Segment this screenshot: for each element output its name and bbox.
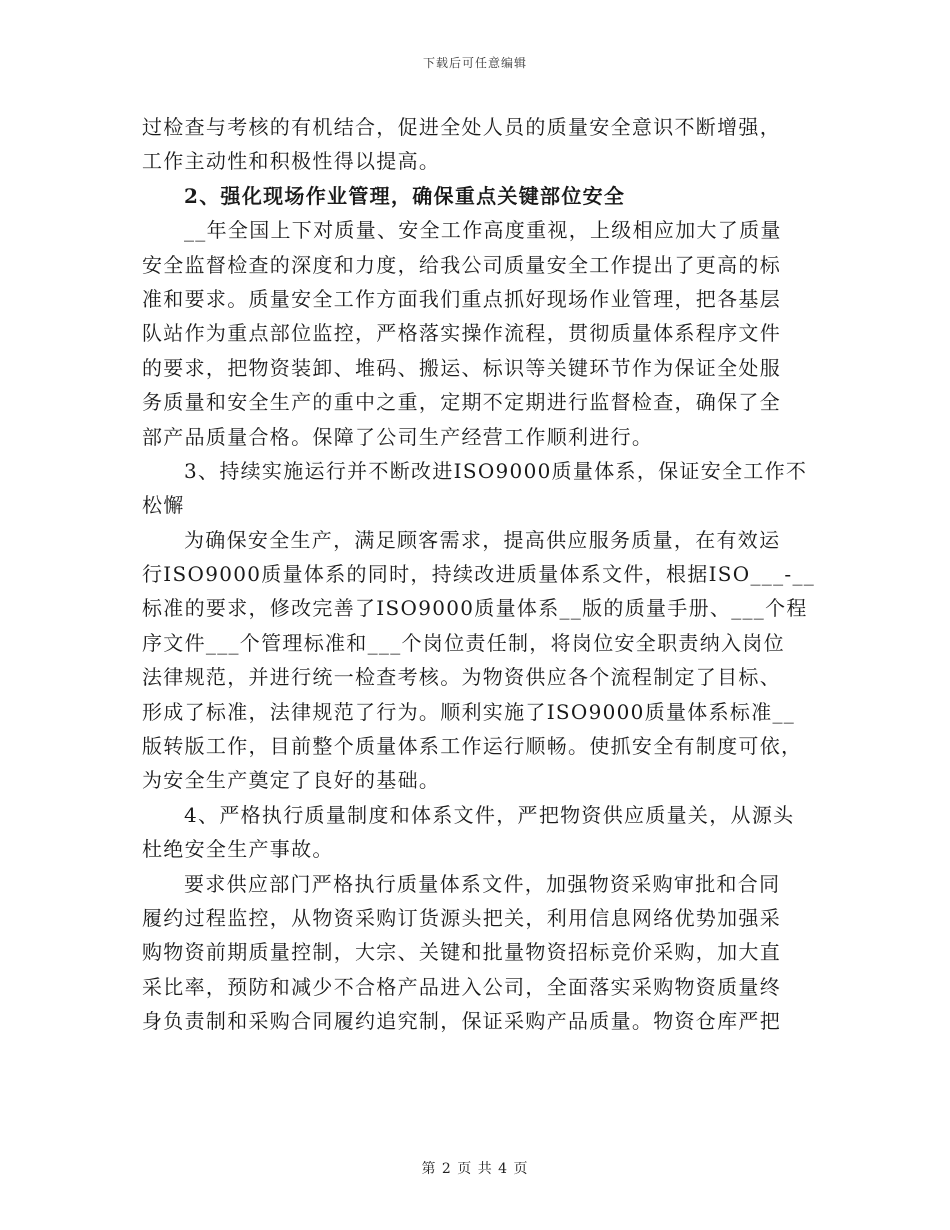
section-heading-3-cont: 松懈 [142, 493, 185, 518]
paragraph-line: 履约过程监控，从物资采购订货源头把关，利用信息网络优势加强采 [142, 905, 781, 930]
paragraph-line: 安全监督检查的深度和力度，给我公司质量安全工作提出了更高的标 [142, 252, 781, 277]
paragraph-line: 为确保安全生产，满足顾客需求，提高供应服务质量，在有效运 [184, 527, 781, 552]
paragraph-line: 行ISO9000质量体系的同时，持续改进质量体系文件，根据ISO___-__ [142, 562, 816, 587]
paragraph-line: 过检查与考核的有机结合，促进全处人员的质量安全意识不断增强， [142, 115, 781, 139]
section-heading-2: 2、强化现场作业管理，确保重点关键部位安全 [184, 183, 626, 208]
paragraph-line: 工作主动性和积极性得以提高。 [142, 149, 441, 174]
page-footer: 第 2 页 共 4 页 [421, 1161, 529, 1177]
paragraph-line: 标准的要求，修改完善了ISO9000质量体系__版的质量手册、___个程 [142, 596, 808, 621]
paragraph-line: 法律规范，并进行统一检查考核。为物资供应各个流程制定了目标、 [142, 665, 781, 690]
section-heading-4-cont: 杜绝安全生产事故。 [142, 837, 334, 862]
paragraph-line: 队站作为重点部位监控，严格落实操作流程，贯彻质量体系程序文件 [142, 321, 781, 346]
paragraph-line: 形成了标准，法律规范了行为。顺利实施了ISO9000质量体系标准__ [142, 699, 796, 724]
paragraph-line: 的要求，把物资装卸、堆码、搬运、标识等关键环节作为保证全处服 [142, 355, 781, 380]
paragraph-line: 要求供应部门严格执行质量体系文件，加强物资采购审批和合同 [184, 871, 781, 896]
paragraph-line: 序文件___个管理标准和___个岗位责任制，将岗位安全职责纳入岗位 [142, 630, 785, 655]
document-body [142, 110, 816, 1039]
paragraph-line: 版转版工作，目前整个质量体系工作运行顺畅。使抓安全有制度可依， [142, 734, 803, 759]
page-header: 下载后可任意编辑 [422, 56, 527, 70]
paragraph-line: 身负责制和采购合同履约追究制，保证采购产品质量。物资仓库严把 [142, 1009, 781, 1034]
paragraph-line: 部产品质量合格。保障了公司生产经营工作顺利进行。 [142, 424, 654, 449]
paragraph-line: 购物资前期质量控制，大宗、关键和批量物资招标竞价采购，加大直 [142, 940, 781, 965]
section-heading-3: 3、持续实施运行并不断改进ISO9000质量体系，保证安全工作不 [184, 458, 808, 483]
paragraph-line: 务质量和安全生产的重中之重，定期不定期进行监督检查，确保了全 [142, 390, 781, 415]
section-heading-4: 4、严格执行质量制度和体系文件，严把物资供应质量关，从源头 [184, 802, 795, 827]
paragraph-line: 采比率，预防和减少不合格产品进入公司，全面落实采购物资质量终 [142, 974, 781, 999]
paragraph-line: 为安全生产奠定了良好的基础。 [142, 768, 441, 793]
paragraph-line: __年全国上下对质量、安全工作高度重视，上级相应加大了质量 [184, 218, 782, 243]
paragraph-line: 准和要求。质量安全工作方面我们重点抓好现场作业管理，把各基层 [142, 286, 781, 311]
